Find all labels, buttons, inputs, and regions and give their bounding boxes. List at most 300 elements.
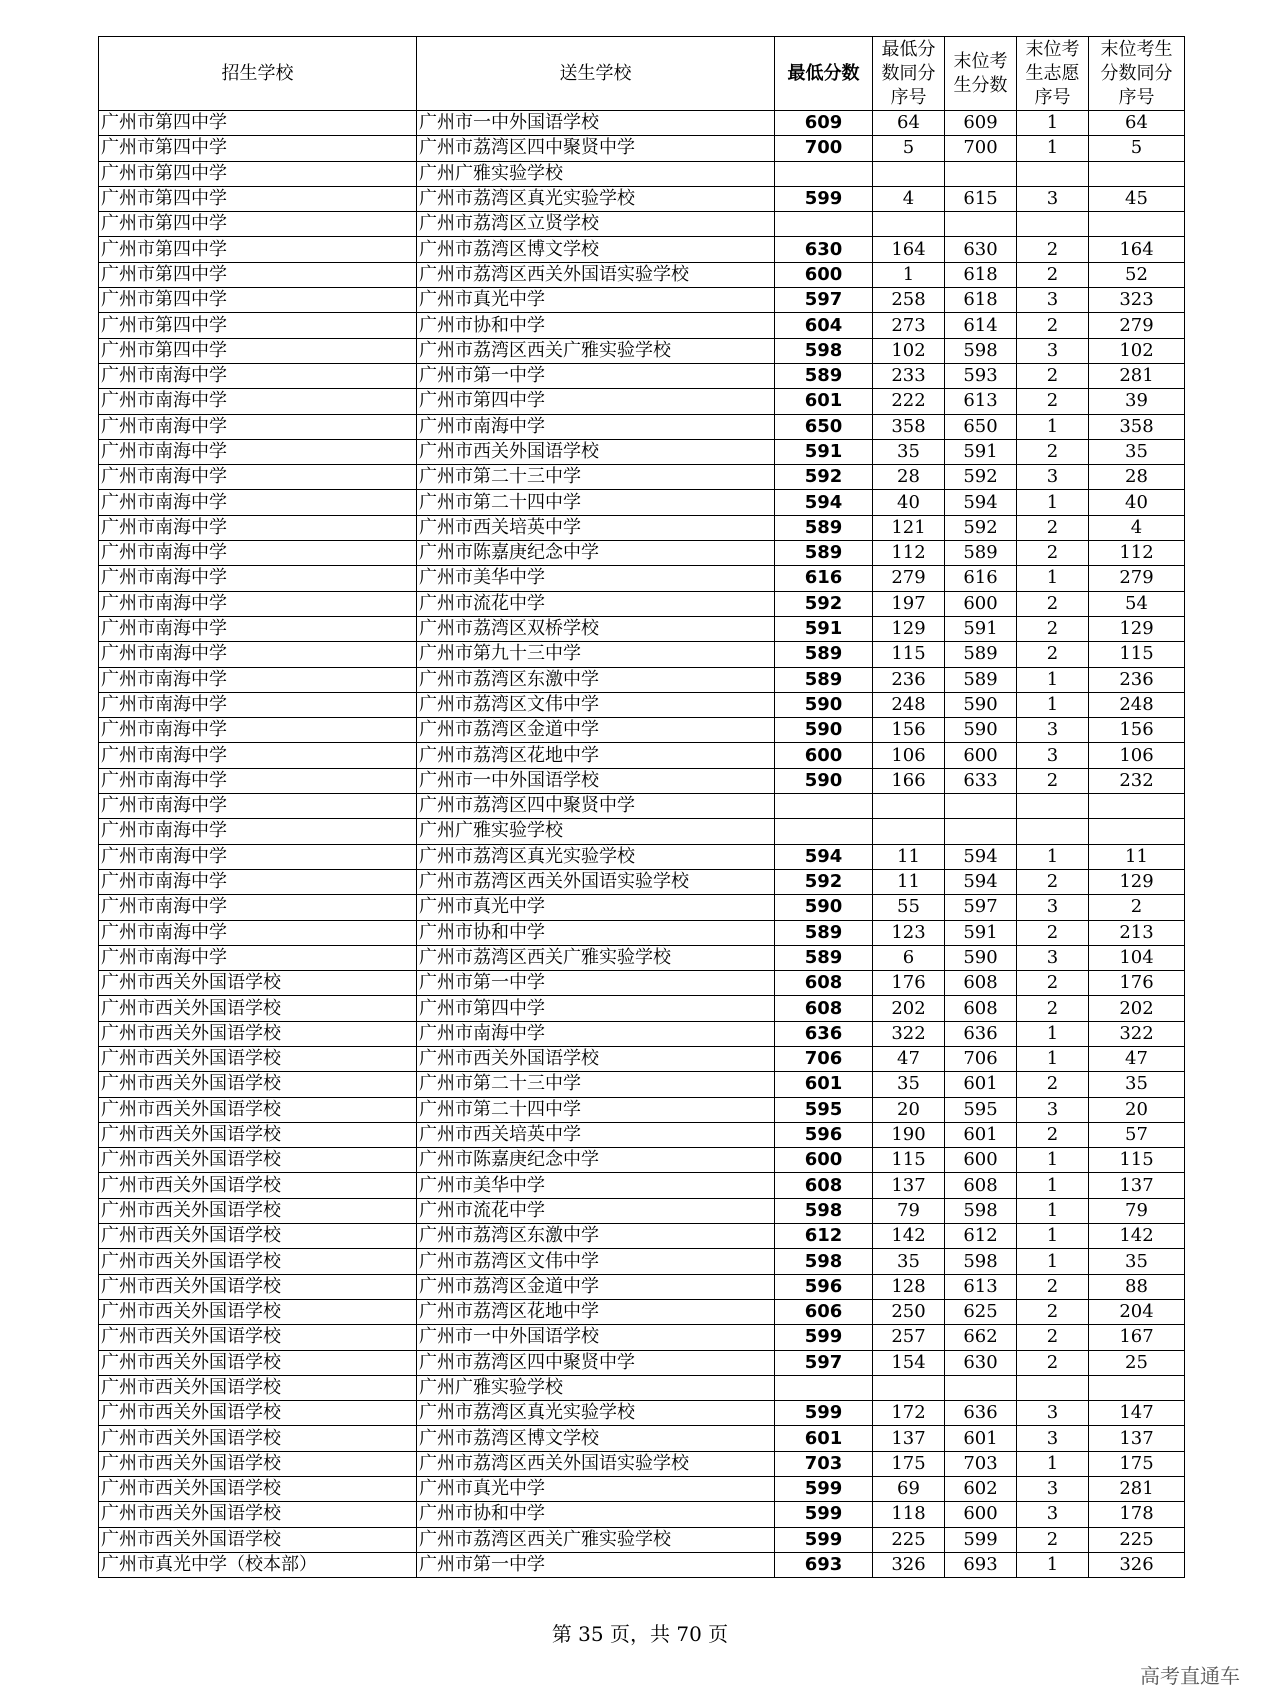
- table-row: [99, 945, 1185, 970]
- min-score-cell: 592: [775, 591, 873, 616]
- last-same-rank-cell: 137: [1089, 1426, 1185, 1451]
- last-same-rank-cell: 11: [1089, 844, 1185, 869]
- min-score-cell: [775, 794, 873, 819]
- last-choice-rank-cell: 2: [1017, 439, 1089, 464]
- page-number: 第 35 页，共 70 页: [551, 1622, 729, 1646]
- send-school-cell: 广州广雅实验学校: [417, 819, 775, 844]
- last-score-cell: 601: [945, 1072, 1017, 1097]
- recruit-school-cell: 广州市南海中学: [99, 389, 417, 414]
- min-score-cell: 589: [775, 945, 873, 970]
- last-same-rank-cell: 5: [1089, 136, 1185, 161]
- last-score-cell: 593: [945, 363, 1017, 388]
- last-same-rank-cell: 115: [1089, 642, 1185, 667]
- send-school-cell: 广州市真光中学: [417, 288, 775, 313]
- recruit-school-cell: 广州市南海中学: [99, 945, 417, 970]
- min-score-cell: 604: [775, 313, 873, 338]
- last-score-cell: 601: [945, 1426, 1017, 1451]
- last-same-rank-cell: [1089, 161, 1185, 186]
- min-same-rank-cell: 358: [873, 414, 945, 439]
- last-same-rank-cell: 102: [1089, 338, 1185, 363]
- send-school-cell: 广州市荔湾区文伟中学: [417, 692, 775, 717]
- min-score-cell: [775, 1375, 873, 1400]
- table-row: [99, 186, 1185, 211]
- send-school-cell: 广州市荔湾区真光实验学校: [417, 186, 775, 211]
- min-same-rank-cell: 156: [873, 718, 945, 743]
- send-school-cell: 广州市荔湾区花地中学: [417, 1299, 775, 1324]
- table-row: [99, 1477, 1185, 1502]
- min-score-cell: 590: [775, 768, 873, 793]
- last-choice-rank-cell: 1: [1017, 1148, 1089, 1173]
- recruit-school-cell: 广州市南海中学: [99, 414, 417, 439]
- min-score-cell: 598: [775, 1198, 873, 1223]
- last-score-cell: 599: [945, 1527, 1017, 1552]
- send-school-cell: 广州市一中外国语学校: [417, 1325, 775, 1350]
- table-row: [99, 1021, 1185, 1046]
- recruit-school-cell: 广州市西关外国语学校: [99, 1173, 417, 1198]
- last-score-cell: 594: [945, 869, 1017, 894]
- min-score-cell: 609: [775, 111, 873, 136]
- last-score-cell: 598: [945, 338, 1017, 363]
- table-row: [99, 161, 1185, 186]
- min-same-rank-cell: [873, 161, 945, 186]
- last-score-cell: 612: [945, 1224, 1017, 1249]
- last-choice-rank-cell: 3: [1017, 895, 1089, 920]
- min-score-cell: 589: [775, 541, 873, 566]
- table-row: [99, 1375, 1185, 1400]
- min-same-rank-cell: 176: [873, 971, 945, 996]
- min-score-cell: 591: [775, 616, 873, 641]
- last-score-cell: 662: [945, 1325, 1017, 1350]
- last-same-rank-cell: 47: [1089, 1046, 1185, 1071]
- min-same-rank-cell: 118: [873, 1502, 945, 1527]
- send-school-cell: 广州市荔湾区西关外国语实验学校: [417, 869, 775, 894]
- table-row: [99, 1502, 1185, 1527]
- min-score-cell: 598: [775, 1249, 873, 1274]
- table-row: [99, 616, 1185, 641]
- last-choice-rank-cell: 3: [1017, 945, 1089, 970]
- last-choice-rank-cell: 3: [1017, 186, 1089, 211]
- last-score-cell: 595: [945, 1097, 1017, 1122]
- last-same-rank-cell: 232: [1089, 768, 1185, 793]
- min-same-rank-cell: 172: [873, 1401, 945, 1426]
- table-row: [99, 692, 1185, 717]
- last-choice-rank-cell: 2: [1017, 541, 1089, 566]
- last-choice-rank-cell: 2: [1017, 1325, 1089, 1350]
- recruit-school-cell: 广州市第四中学: [99, 161, 417, 186]
- last-same-rank-cell: 156: [1089, 718, 1185, 743]
- last-score-cell: 613: [945, 1274, 1017, 1299]
- min-same-rank-cell: [873, 212, 945, 237]
- min-same-rank-cell: 28: [873, 465, 945, 490]
- send-school-cell: 广州市协和中学: [417, 313, 775, 338]
- last-choice-rank-cell: 1: [1017, 692, 1089, 717]
- min-score-cell: 606: [775, 1299, 873, 1324]
- min-same-rank-cell: 6: [873, 945, 945, 970]
- recruit-school-cell: 广州市真光中学（校本部）: [99, 1552, 417, 1577]
- last-choice-rank-cell: 3: [1017, 465, 1089, 490]
- last-score-cell: 589: [945, 541, 1017, 566]
- send-school-cell: 广州市第二十三中学: [417, 465, 775, 490]
- send-school-cell: 广州市西关外国语学校: [417, 439, 775, 464]
- min-score-cell: 589: [775, 363, 873, 388]
- last-choice-rank-cell: [1017, 1375, 1089, 1400]
- send-school-cell: 广州市真光中学: [417, 895, 775, 920]
- recruit-school-cell: 广州市南海中学: [99, 515, 417, 540]
- min-same-rank-cell: 273: [873, 313, 945, 338]
- last-choice-rank-cell: 3: [1017, 1426, 1089, 1451]
- last-score-cell: 598: [945, 1198, 1017, 1223]
- recruit-school-cell: 广州市南海中学: [99, 869, 417, 894]
- send-school-cell: 广州市荔湾区四中聚贤中学: [417, 794, 775, 819]
- recruit-school-cell: 广州市西关外国语学校: [99, 1224, 417, 1249]
- last-choice-rank-cell: 2: [1017, 920, 1089, 945]
- admission-table: [98, 36, 1185, 1578]
- last-score-cell: 591: [945, 439, 1017, 464]
- send-school-cell: 广州市流花中学: [417, 1198, 775, 1223]
- last-score-cell: 594: [945, 844, 1017, 869]
- min-same-rank-cell: 64: [873, 111, 945, 136]
- min-score-cell: 592: [775, 465, 873, 490]
- last-same-rank-cell: 248: [1089, 692, 1185, 717]
- last-choice-rank-cell: 2: [1017, 515, 1089, 540]
- send-school-cell: 广州市西关外国语学校: [417, 1046, 775, 1071]
- send-school-cell: 广州市荔湾区东激中学: [417, 1224, 775, 1249]
- min-score-cell: 590: [775, 895, 873, 920]
- recruit-school-cell: 广州市西关外国语学校: [99, 1477, 417, 1502]
- last-score-cell: 594: [945, 490, 1017, 515]
- send-school-cell: 广州市一中外国语学校: [417, 111, 775, 136]
- recruit-school-cell: 广州市南海中学: [99, 692, 417, 717]
- min-same-rank-cell: 222: [873, 389, 945, 414]
- table-row: [99, 465, 1185, 490]
- recruit-school-cell: 广州市西关外国语学校: [99, 1299, 417, 1324]
- table-row: [99, 1426, 1185, 1451]
- last-score-cell: 633: [945, 768, 1017, 793]
- last-choice-rank-cell: 1: [1017, 414, 1089, 439]
- send-school-cell: 广州广雅实验学校: [417, 161, 775, 186]
- min-score-cell: 608: [775, 996, 873, 1021]
- last-choice-rank-cell: 2: [1017, 1350, 1089, 1375]
- last-same-rank-cell: [1089, 212, 1185, 237]
- table-row: [99, 1249, 1185, 1274]
- table-row: [99, 1097, 1185, 1122]
- last-score-cell: 614: [945, 313, 1017, 338]
- last-score-cell: 615: [945, 186, 1017, 211]
- last-choice-rank-cell: [1017, 212, 1089, 237]
- min-score-cell: 608: [775, 971, 873, 996]
- last-same-rank-cell: 322: [1089, 1021, 1185, 1046]
- last-choice-rank-cell: 2: [1017, 313, 1089, 338]
- last-same-rank-cell: 323: [1089, 288, 1185, 313]
- min-same-rank-cell: 248: [873, 692, 945, 717]
- min-score-cell: 594: [775, 844, 873, 869]
- last-choice-rank-cell: 2: [1017, 869, 1089, 894]
- min-score-cell: 590: [775, 718, 873, 743]
- header-last-score: 末位考生分数: [945, 37, 1017, 111]
- min-score-cell: 599: [775, 1477, 873, 1502]
- last-same-rank-cell: 64: [1089, 111, 1185, 136]
- header-min-score: 最低分数: [775, 37, 873, 111]
- min-score-cell: 600: [775, 1148, 873, 1173]
- last-score-cell: 630: [945, 1350, 1017, 1375]
- last-same-rank-cell: 358: [1089, 414, 1185, 439]
- min-score-cell: 597: [775, 1350, 873, 1375]
- min-same-rank-cell: 115: [873, 642, 945, 667]
- last-choice-rank-cell: 1: [1017, 566, 1089, 591]
- table-row: [99, 363, 1185, 388]
- min-same-rank-cell: 190: [873, 1122, 945, 1147]
- last-choice-rank-cell: 3: [1017, 338, 1089, 363]
- recruit-school-cell: 广州市西关外国语学校: [99, 1426, 417, 1451]
- table-row: [99, 237, 1185, 262]
- min-same-rank-cell: 35: [873, 1249, 945, 1274]
- last-choice-rank-cell: 2: [1017, 768, 1089, 793]
- last-same-rank-cell: 147: [1089, 1401, 1185, 1426]
- min-score-cell: 589: [775, 920, 873, 945]
- min-same-rank-cell: 137: [873, 1173, 945, 1198]
- recruit-school-cell: 广州市第四中学: [99, 288, 417, 313]
- recruit-school-cell: 广州市南海中学: [99, 439, 417, 464]
- last-score-cell: 650: [945, 414, 1017, 439]
- last-choice-rank-cell: 2: [1017, 1527, 1089, 1552]
- min-score-cell: 608: [775, 1173, 873, 1198]
- table-row: [99, 1198, 1185, 1223]
- recruit-school-cell: 广州市西关外国语学校: [99, 1122, 417, 1147]
- recruit-school-cell: 广州市西关外国语学校: [99, 1046, 417, 1071]
- table-row: [99, 895, 1185, 920]
- last-same-rank-cell: 4: [1089, 515, 1185, 540]
- last-score-cell: 600: [945, 1148, 1017, 1173]
- last-choice-rank-cell: 3: [1017, 1477, 1089, 1502]
- last-score-cell: 616: [945, 566, 1017, 591]
- last-score-cell: [945, 212, 1017, 237]
- send-school-cell: 广州市荔湾区西关外国语实验学校: [417, 1451, 775, 1476]
- table-row: [99, 262, 1185, 287]
- table-row: [99, 1122, 1185, 1147]
- last-same-rank-cell: 137: [1089, 1173, 1185, 1198]
- table-row: [99, 111, 1185, 136]
- recruit-school-cell: 广州市南海中学: [99, 465, 417, 490]
- last-same-rank-cell: 20: [1089, 1097, 1185, 1122]
- recruit-school-cell: 广州市南海中学: [99, 490, 417, 515]
- min-same-rank-cell: 47: [873, 1046, 945, 1071]
- send-school-cell: 广州市陈嘉庚纪念中学: [417, 541, 775, 566]
- min-same-rank-cell: 225: [873, 1527, 945, 1552]
- last-same-rank-cell: [1089, 1375, 1185, 1400]
- recruit-school-cell: 广州市西关外国语学校: [99, 1451, 417, 1476]
- last-score-cell: 703: [945, 1451, 1017, 1476]
- min-same-rank-cell: 326: [873, 1552, 945, 1577]
- last-score-cell: 636: [945, 1021, 1017, 1046]
- last-choice-rank-cell: 2: [1017, 262, 1089, 287]
- last-choice-rank-cell: 1: [1017, 667, 1089, 692]
- table-row: [99, 1350, 1185, 1375]
- send-school-cell: 广州市荔湾区东激中学: [417, 667, 775, 692]
- table-row: [99, 566, 1185, 591]
- last-score-cell: 592: [945, 465, 1017, 490]
- min-score-cell: 589: [775, 515, 873, 540]
- table-row: [99, 642, 1185, 667]
- min-score-cell: 591: [775, 439, 873, 464]
- recruit-school-cell: 广州市西关外国语学校: [99, 971, 417, 996]
- recruit-school-cell: 广州市南海中学: [99, 920, 417, 945]
- recruit-school-cell: 广州市西关外国语学校: [99, 1375, 417, 1400]
- send-school-cell: 广州市美华中学: [417, 566, 775, 591]
- last-same-rank-cell: 142: [1089, 1224, 1185, 1249]
- recruit-school-cell: 广州市西关外国语学校: [99, 1097, 417, 1122]
- recruit-school-cell: 广州市第四中学: [99, 338, 417, 363]
- send-school-cell: 广州市第九十三中学: [417, 642, 775, 667]
- last-choice-rank-cell: 1: [1017, 490, 1089, 515]
- last-score-cell: 600: [945, 591, 1017, 616]
- last-same-rank-cell: 176: [1089, 971, 1185, 996]
- min-same-rank-cell: [873, 819, 945, 844]
- last-choice-rank-cell: 2: [1017, 389, 1089, 414]
- min-same-rank-cell: 79: [873, 1198, 945, 1223]
- table-body: [99, 111, 1185, 1578]
- recruit-school-cell: 广州市西关外国语学校: [99, 1072, 417, 1097]
- min-score-cell: 600: [775, 743, 873, 768]
- recruit-school-cell: 广州市第四中学: [99, 262, 417, 287]
- last-same-rank-cell: 279: [1089, 566, 1185, 591]
- recruit-school-cell: 广州市西关外国语学校: [99, 996, 417, 1021]
- last-same-rank-cell: 112: [1089, 541, 1185, 566]
- send-school-cell: 广州市第一中学: [417, 1552, 775, 1577]
- send-school-cell: 广州市荔湾区真光实验学校: [417, 844, 775, 869]
- last-score-cell: 608: [945, 996, 1017, 1021]
- min-same-rank-cell: 258: [873, 288, 945, 313]
- min-same-rank-cell: 1: [873, 262, 945, 287]
- recruit-school-cell: 广州市西关外国语学校: [99, 1527, 417, 1552]
- send-school-cell: 广州市荔湾区金道中学: [417, 1274, 775, 1299]
- recruit-school-cell: 广州市南海中学: [99, 768, 417, 793]
- min-same-rank-cell: 166: [873, 768, 945, 793]
- last-choice-rank-cell: 1: [1017, 1451, 1089, 1476]
- last-score-cell: 600: [945, 1502, 1017, 1527]
- recruit-school-cell: 广州市第四中学: [99, 212, 417, 237]
- table-row: [99, 313, 1185, 338]
- min-same-rank-cell: 102: [873, 338, 945, 363]
- send-school-cell: 广州市荔湾区四中聚贤中学: [417, 136, 775, 161]
- last-choice-rank-cell: 2: [1017, 1299, 1089, 1324]
- recruit-school-cell: 广州市西关外国语学校: [99, 1249, 417, 1274]
- table-row: [99, 1046, 1185, 1071]
- recruit-school-cell: 广州市西关外国语学校: [99, 1198, 417, 1223]
- min-score-cell: 636: [775, 1021, 873, 1046]
- table-row: [99, 136, 1185, 161]
- min-score-cell: 650: [775, 414, 873, 439]
- last-choice-rank-cell: 2: [1017, 616, 1089, 641]
- min-score-cell: 596: [775, 1274, 873, 1299]
- last-score-cell: 602: [945, 1477, 1017, 1502]
- send-school-cell: 广州市荔湾区博文学校: [417, 237, 775, 262]
- min-same-rank-cell: 20: [873, 1097, 945, 1122]
- last-same-rank-cell: 115: [1089, 1148, 1185, 1173]
- min-score-cell: [775, 161, 873, 186]
- min-score-cell: 599: [775, 1527, 873, 1552]
- min-same-rank-cell: 55: [873, 895, 945, 920]
- table-row: [99, 515, 1185, 540]
- recruit-school-cell: 广州市西关外国语学校: [99, 1401, 417, 1426]
- last-score-cell: 609: [945, 111, 1017, 136]
- last-choice-rank-cell: 2: [1017, 237, 1089, 262]
- min-same-rank-cell: 5: [873, 136, 945, 161]
- last-score-cell: 618: [945, 288, 1017, 313]
- min-same-rank-cell: 137: [873, 1426, 945, 1451]
- send-school-cell: 广州市荔湾区双桥学校: [417, 616, 775, 641]
- min-same-rank-cell: 154: [873, 1350, 945, 1375]
- min-same-rank-cell: 35: [873, 1072, 945, 1097]
- last-same-rank-cell: 40: [1089, 490, 1185, 515]
- header-recruit-school: 招生学校: [99, 37, 417, 111]
- last-same-rank-cell: 225: [1089, 1527, 1185, 1552]
- last-same-rank-cell: 2: [1089, 895, 1185, 920]
- recruit-school-cell: 广州市第四中学: [99, 186, 417, 211]
- table-row: [99, 1401, 1185, 1426]
- recruit-school-cell: 广州市西关外国语学校: [99, 1325, 417, 1350]
- last-choice-rank-cell: 3: [1017, 743, 1089, 768]
- table-row: [99, 971, 1185, 996]
- min-score-cell: 601: [775, 1072, 873, 1097]
- min-score-cell: 630: [775, 237, 873, 262]
- last-score-cell: 608: [945, 971, 1017, 996]
- last-score-cell: 598: [945, 1249, 1017, 1274]
- send-school-cell: 广州市第一中学: [417, 363, 775, 388]
- send-school-cell: 广州市协和中学: [417, 1502, 775, 1527]
- last-choice-rank-cell: 2: [1017, 1122, 1089, 1147]
- last-same-rank-cell: 236: [1089, 667, 1185, 692]
- last-same-rank-cell: 25: [1089, 1350, 1185, 1375]
- send-school-cell: 广州市南海中学: [417, 1021, 775, 1046]
- send-school-cell: 广州市第一中学: [417, 971, 775, 996]
- min-score-cell: 598: [775, 338, 873, 363]
- send-school-cell: 广州市美华中学: [417, 1173, 775, 1198]
- last-score-cell: 591: [945, 616, 1017, 641]
- last-same-rank-cell: 52: [1089, 262, 1185, 287]
- last-same-rank-cell: 175: [1089, 1451, 1185, 1476]
- last-same-rank-cell: 204: [1089, 1299, 1185, 1324]
- send-school-cell: 广州市第二十四中学: [417, 1097, 775, 1122]
- last-score-cell: [945, 161, 1017, 186]
- min-score-cell: 706: [775, 1046, 873, 1071]
- last-same-rank-cell: 106: [1089, 743, 1185, 768]
- min-same-rank-cell: 11: [873, 869, 945, 894]
- table-row: [99, 1299, 1185, 1324]
- header-min-same-rank: 最低分数同分序号: [873, 37, 945, 111]
- min-same-rank-cell: 164: [873, 237, 945, 262]
- last-score-cell: 613: [945, 389, 1017, 414]
- last-score-cell: 590: [945, 718, 1017, 743]
- recruit-school-cell: 广州市西关外国语学校: [99, 1502, 417, 1527]
- recruit-school-cell: 广州市西关外国语学校: [99, 1021, 417, 1046]
- table-row: [99, 439, 1185, 464]
- last-same-rank-cell: 202: [1089, 996, 1185, 1021]
- table-row: [99, 743, 1185, 768]
- min-same-rank-cell: 322: [873, 1021, 945, 1046]
- last-same-rank-cell: 35: [1089, 1072, 1185, 1097]
- table-row: [99, 1224, 1185, 1249]
- table-row: [99, 338, 1185, 363]
- min-score-cell: 599: [775, 1325, 873, 1350]
- min-score-cell: 595: [775, 1097, 873, 1122]
- header-last-choice-rank: 末位考生志愿序号: [1017, 37, 1089, 111]
- table-row: [99, 718, 1185, 743]
- send-school-cell: 广州市第二十四中学: [417, 490, 775, 515]
- last-choice-rank-cell: 1: [1017, 1224, 1089, 1249]
- min-same-rank-cell: 11: [873, 844, 945, 869]
- last-score-cell: 592: [945, 515, 1017, 540]
- send-school-cell: 广州市真光中学: [417, 1477, 775, 1502]
